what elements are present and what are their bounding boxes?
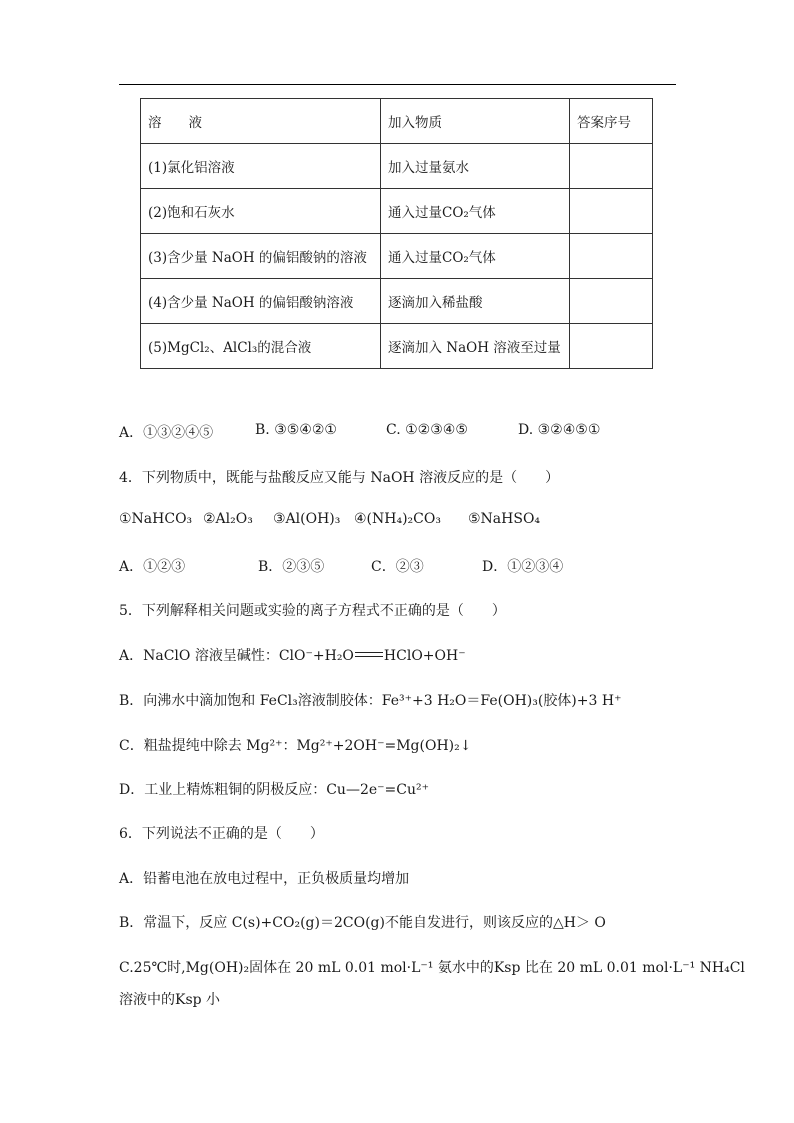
table-cell-solution: (2)饱和石灰水 <box>141 189 381 234</box>
table-cell-added: 通入过量CO₂气体 <box>381 189 570 234</box>
equilibrium-arrow-icon <box>355 652 383 658</box>
header-rule <box>119 84 676 85</box>
q3-option-b[interactable]: B. ③⑤④②① <box>255 422 337 438</box>
q3-option-d[interactable]: D. ③②④⑤① <box>518 422 601 438</box>
table-row <box>141 279 653 324</box>
q6-option-c-line2[interactable]: 溶液中的Ksp 小 <box>119 992 221 1008</box>
table-cell-answer[interactable] <box>570 144 653 189</box>
question-table <box>140 98 653 369</box>
table-cell-solution: (3)含少量 NaOH 的偏铝酸钠的溶液 <box>141 234 381 279</box>
table-cell-answer[interactable] <box>570 324 653 369</box>
table-row <box>141 234 653 279</box>
q5-option-c[interactable]: C．粗盐提纯中除去 Mg²⁺：Mg²⁺+2OH⁻=Mg(OH)₂↓ <box>119 738 472 754</box>
q5-option-d[interactable]: D．工业上精炼粗铜的阴极反应：Cu—2e⁻=Cu²⁺ <box>119 782 429 798</box>
table-cell-answer[interactable] <box>570 234 653 279</box>
q6-option-b[interactable]: B．常温下，反应 C(s)+CO₂(g)＝2CO(g)不能自发进行，则该反应的△H＞ O <box>119 915 606 931</box>
q5-option-b[interactable]: B．向沸水中滴加饱和 FeCl₃溶液制胶体：Fe³⁺+3 H₂O＝Fe(OH)₃(胶体)+3 H⁺ <box>119 693 622 709</box>
table-row <box>141 324 653 369</box>
q5-option-a-left: A．NaClO 溶液呈碱性：ClO⁻+H₂O <box>119 648 354 664</box>
table-row <box>141 189 653 234</box>
table-cell-solution: (4)含少量 NaOH 的偏铝酸钠溶液 <box>141 279 381 324</box>
table-header-solution: 溶 液 <box>141 99 381 144</box>
table-cell-answer[interactable] <box>570 189 653 234</box>
q4-option-d[interactable]: D．①②③④ <box>482 559 564 575</box>
q3-option-c[interactable]: C. ①②③④⑤ <box>386 422 468 438</box>
q4-option-c[interactable]: C．②③ <box>371 559 424 575</box>
q4-stem: 4．下列物质中，既能与盐酸反应又能与 NaOH 溶液反应的是（ ） <box>119 470 560 486</box>
q6-option-c-line1[interactable]: C.25℃时,Mg(OH)₂固体在 20 mL 0.01 mol·L⁻¹ 氨水中的Ksp 比在 20 mL 0.01 mol·L⁻¹ NH₄Cl <box>119 960 745 976</box>
table-cell-added: 逐滴加入稀盐酸 <box>381 279 570 324</box>
table-cell-added: 通入过量CO₂气体 <box>381 234 570 279</box>
q3-option-a[interactable]: A．①③②④⑤ <box>119 425 214 441</box>
table-cell-solution: (5)MgCl₂、AlCl₃的混合液 <box>141 324 381 369</box>
q4-item-4: ④(NH₄)₂CO₃ <box>354 511 441 527</box>
table-row <box>141 144 653 189</box>
q4-item-3: ③Al(OH)₃ <box>273 511 341 527</box>
table-header-answer: 答案序号 <box>570 99 653 144</box>
table-cell-added: 加入过量氨水 <box>381 144 570 189</box>
q4-item-2: ②Al₂O₃ <box>203 511 253 527</box>
q6-option-a[interactable]: A．铅蓄电池在放电过程中，正负极质量均增加 <box>119 871 410 887</box>
table-header-row <box>141 99 653 144</box>
table-header-added: 加入物质 <box>381 99 570 144</box>
table-cell-added: 逐滴加入 NaOH 溶液至过量 <box>381 324 570 369</box>
q4-item-1: ①NaHCO₃ <box>119 511 193 527</box>
q5-stem: 5．下列解释相关问题或实验的离子方程式不正确的是（ ） <box>119 603 506 619</box>
q4-option-b[interactable]: B．②③⑤ <box>258 559 325 575</box>
q5-option-a[interactable] <box>119 645 466 665</box>
q4-option-a[interactable]: A．①②③ <box>119 559 186 575</box>
table-cell-solution: (1)氯化铝溶液 <box>141 144 381 189</box>
q5-option-a-right: HClO+OH⁻ <box>383 648 466 664</box>
q6-stem: 6．下列说法不正确的是（ ） <box>119 826 324 842</box>
q4-item-5: ⑤NaHSO₄ <box>468 511 541 527</box>
table-cell-answer[interactable] <box>570 279 653 324</box>
